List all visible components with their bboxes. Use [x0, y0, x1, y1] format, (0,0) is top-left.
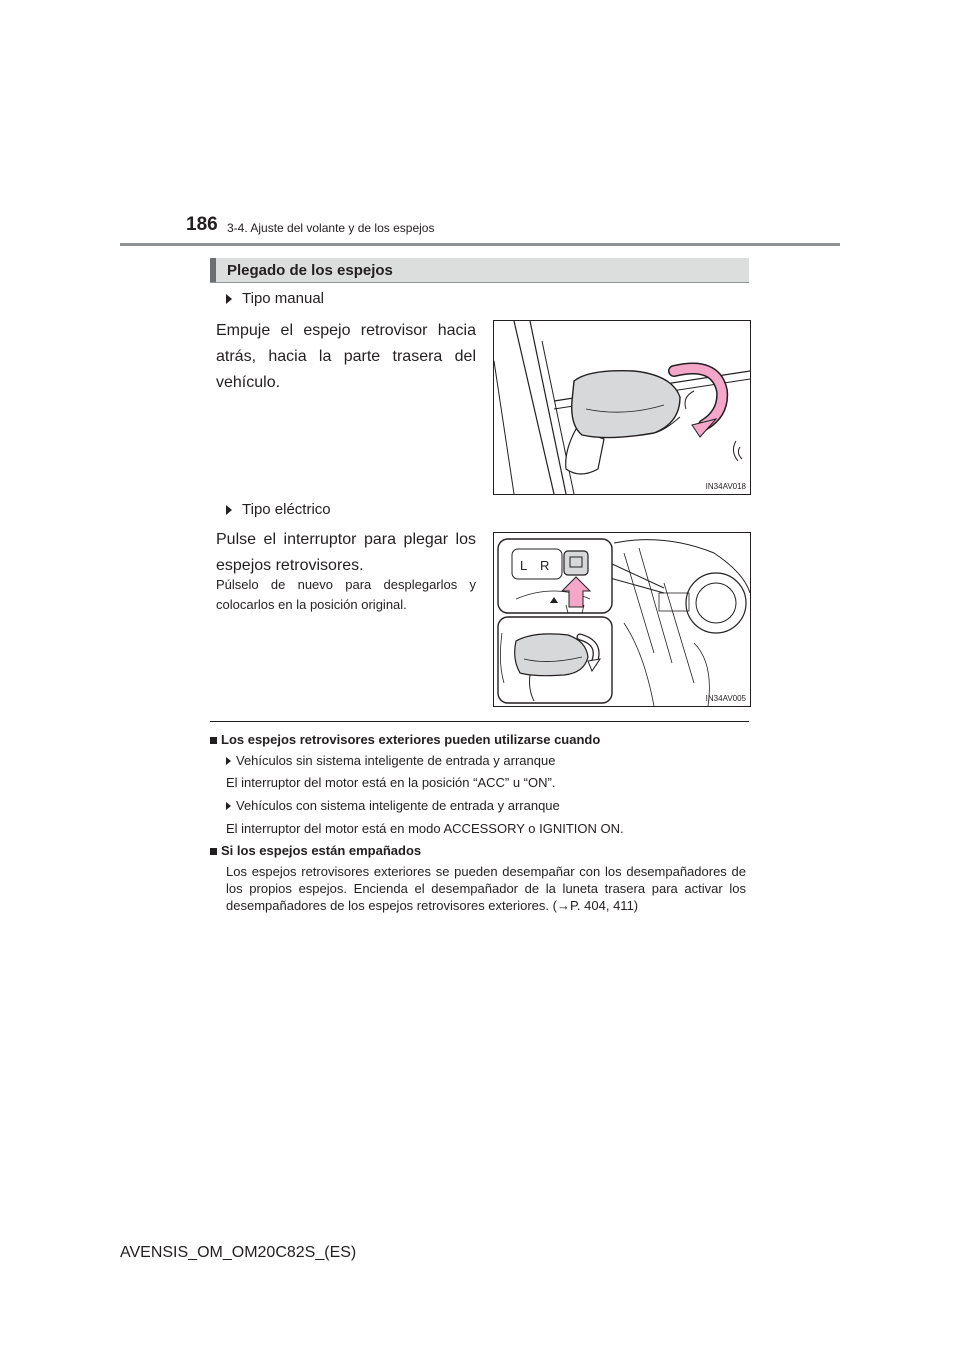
note2-text: Los espejos retrovisores exteriores se pueden desempañar con los desempañadores de los propios espejos. Encienda el desempañador de la luneta trasera para activar los desempañadores de los espejos retrovisores exteriores. (→P. 404, 411) — [226, 864, 746, 913]
electric-figure-code: IN34AV005 — [705, 694, 746, 703]
triangle-bullet-icon — [226, 757, 231, 765]
note2-title: Si los espejos están empañados — [221, 843, 422, 858]
manual-type-item — [226, 290, 324, 307]
note1-item2-text: Vehículos con sistema inteligente de entrada y arranque — [236, 798, 560, 813]
electric-subtext: Púlselo de nuevo para desplegarlos y colocarlos en la posición original. — [216, 577, 476, 612]
manual-mirror-illustration — [494, 321, 750, 494]
triangle-bullet-icon — [226, 802, 231, 810]
section-title: Plegado de los espejos — [227, 262, 393, 279]
electric-switch-illustration — [494, 533, 750, 706]
electric-type-item — [226, 501, 331, 518]
page-number: 186 — [186, 214, 218, 235]
triangle-bullet-icon — [226, 294, 232, 304]
document-code: AVENSIS_OM_OM20C82S_(ES) — [120, 1244, 357, 1261]
triangle-bullet-icon — [226, 505, 232, 515]
manual-figure-code: IN34AV018 — [705, 482, 746, 491]
electric-type-label: Tipo eléctrico — [242, 501, 331, 518]
electric-switch-figure — [493, 532, 751, 707]
note1-text2: El interruptor del motor está en modo ACCESSORY o IGNITION ON. — [226, 821, 624, 836]
note2-heading — [210, 842, 750, 860]
header-rule — [120, 243, 840, 246]
manual-type-label: Tipo manual — [242, 290, 324, 307]
note1-item1 — [226, 752, 750, 770]
section-heading-bar — [210, 258, 749, 283]
note1-heading — [210, 731, 750, 749]
manual-instruction: Empuje el espejo retrovisor hacia atrás, hacia la parte trasera del vehículo. — [216, 322, 476, 391]
note1-text1: El interruptor del motor está en la posición “ACC” u “ON”. — [226, 775, 556, 790]
square-bullet-icon — [210, 737, 217, 744]
note1-title: Los espejos retrovisores exteriores pueden utilizarse cuando — [221, 732, 601, 747]
switch-label-right: R — [540, 558, 550, 573]
switch-label-left: L — [520, 558, 528, 573]
chapter-title: 3-4. Ajuste del volante y de los espejos — [227, 221, 435, 235]
section-accent — [210, 258, 216, 282]
notes-divider — [210, 721, 749, 722]
note1-item1-text: Vehículos sin sistema inteligente de entrada y arranque — [236, 753, 556, 768]
manual-mirror-figure — [493, 320, 751, 495]
note1-item2 — [226, 797, 750, 815]
square-bullet-icon — [210, 848, 217, 855]
electric-instruction: Pulse el interruptor para plegar los espejos retrovisores. — [216, 531, 476, 574]
